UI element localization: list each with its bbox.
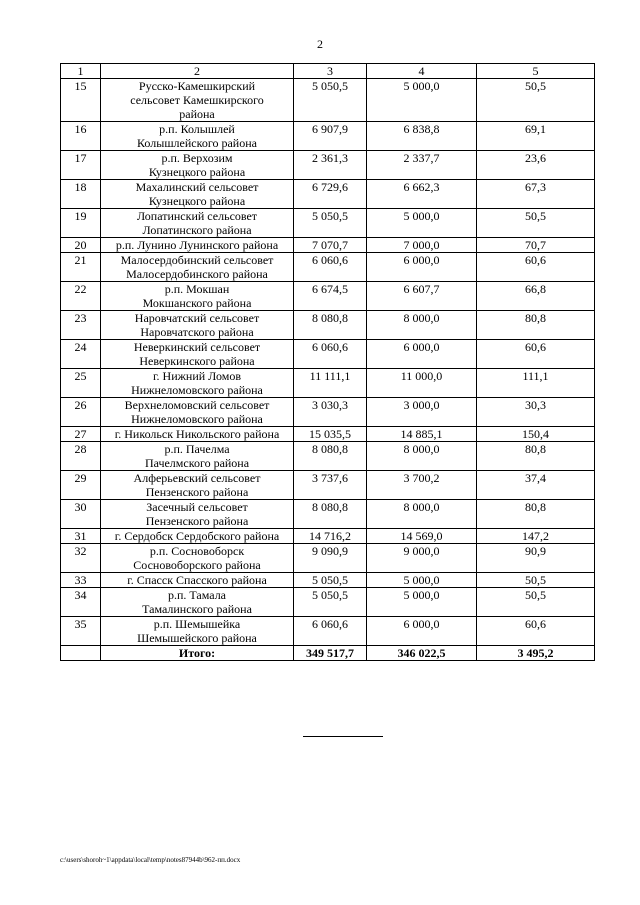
municipality-name-line: р.п. Мокшан [164, 282, 230, 296]
row-number-cell: 28 [61, 442, 101, 471]
value-cell-5: 70,7 [477, 238, 595, 253]
value-cell-3: 6 060,6 [294, 253, 367, 282]
table-row [61, 311, 595, 340]
municipality-name-line: Русско-Камешкирский [138, 79, 256, 93]
municipality-name-line: Пензенского района [145, 485, 249, 499]
value-cell-4: 6 662,3 [367, 180, 477, 209]
municipality-name-cell [101, 442, 294, 471]
row-number-cell: 34 [61, 588, 101, 617]
value-cell-5: 80,8 [477, 311, 595, 340]
municipality-name-line: Колышлейского района [137, 136, 257, 150]
value-cell-3: 5 050,5 [294, 209, 367, 238]
municipality-name-line: Кузнецкого района [148, 194, 246, 208]
row-number-cell: 21 [61, 253, 101, 282]
municipality-name-cell [101, 340, 294, 369]
table-header-row [61, 64, 595, 79]
municipality-name-line: Тамалинского района [142, 602, 252, 616]
municipality-name-cell [101, 79, 294, 122]
value-cell-3: 5 050,5 [294, 588, 367, 617]
total-value-4: 346 022,5 [367, 646, 477, 661]
municipality-name-line: Лопатинский сельсовет [136, 209, 258, 223]
value-cell-5: 50,5 [477, 573, 595, 588]
row-number-cell: 25 [61, 369, 101, 398]
municipality-name-line: г. Никольск Никольского района [114, 427, 280, 441]
value-cell-3: 5 050,5 [294, 79, 367, 122]
municipality-name-cell [101, 500, 294, 529]
header-cell-2: 2 [101, 64, 294, 79]
value-cell-4: 5 000,0 [367, 79, 477, 122]
table-row [61, 238, 595, 253]
value-cell-5: 90,9 [477, 544, 595, 573]
value-cell-3: 6 729,6 [294, 180, 367, 209]
value-cell-4: 5 000,0 [367, 588, 477, 617]
table-row [61, 79, 595, 122]
value-cell-3: 3 030,3 [294, 398, 367, 427]
value-cell-5: 147,2 [477, 529, 595, 544]
value-cell-5: 50,5 [477, 588, 595, 617]
municipality-name-line: р.п. Тамала [167, 588, 227, 602]
table-row [61, 122, 595, 151]
value-cell-3: 3 737,6 [294, 471, 367, 500]
value-cell-3: 8 080,8 [294, 500, 367, 529]
value-cell-5: 50,5 [477, 209, 595, 238]
row-number-cell: 24 [61, 340, 101, 369]
value-cell-3: 11 111,1 [294, 369, 367, 398]
table-row [61, 369, 595, 398]
municipality-name-line: Засечный сельсовет [146, 500, 248, 514]
row-number-cell: 16 [61, 122, 101, 151]
value-cell-4: 8 000,0 [367, 311, 477, 340]
value-cell-4: 3 000,0 [367, 398, 477, 427]
table-row [61, 427, 595, 442]
row-number-cell: 18 [61, 180, 101, 209]
table-row [61, 544, 595, 573]
value-cell-3: 7 070,7 [294, 238, 367, 253]
row-number-cell: 15 [61, 79, 101, 122]
municipality-name-line: Кузнецкого района [148, 165, 246, 179]
municipality-name-cell [101, 544, 294, 573]
municipality-name-line: района [179, 107, 215, 121]
municipality-name-cell [101, 282, 294, 311]
value-cell-4: 5 000,0 [367, 209, 477, 238]
table-row [61, 442, 595, 471]
municipality-name-cell [101, 369, 294, 398]
value-cell-4: 7 000,0 [367, 238, 477, 253]
value-cell-4: 11 000,0 [367, 369, 477, 398]
row-number-cell: 30 [61, 500, 101, 529]
value-cell-3: 8 080,8 [294, 311, 367, 340]
page-number: 2 [317, 37, 323, 51]
total-row [61, 646, 595, 661]
municipality-name-cell [101, 311, 294, 340]
value-cell-4: 3 700,2 [367, 471, 477, 500]
value-cell-3: 2 361,3 [294, 151, 367, 180]
table-row [61, 180, 595, 209]
header-cell-4: 4 [367, 64, 477, 79]
row-number-cell: 23 [61, 311, 101, 340]
value-cell-5: 80,8 [477, 500, 595, 529]
total-empty-cell [61, 646, 101, 661]
value-cell-4: 6 000,0 [367, 253, 477, 282]
row-number-cell: 19 [61, 209, 101, 238]
row-number-cell: 17 [61, 151, 101, 180]
value-cell-4: 14 885,1 [367, 427, 477, 442]
municipality-name-line: Неверкинский сельсовет [133, 340, 261, 354]
value-cell-4: 6 607,7 [367, 282, 477, 311]
table-row [61, 151, 595, 180]
header-cell-1: 1 [61, 64, 101, 79]
municipality-name-cell [101, 209, 294, 238]
municipality-name-line: г. Нижний Ломов [152, 369, 242, 383]
value-cell-4: 9 000,0 [367, 544, 477, 573]
value-cell-5: 60,6 [477, 253, 595, 282]
municipality-name-cell [101, 588, 294, 617]
table-row [61, 529, 595, 544]
row-number-cell: 26 [61, 398, 101, 427]
municipality-name-line: Малосердобинского района [126, 267, 268, 281]
municipality-name-cell [101, 427, 294, 442]
municipality-name-line: р.п. Сосновоборск [149, 544, 245, 558]
value-cell-3: 5 050,5 [294, 573, 367, 588]
municipality-name-cell [101, 180, 294, 209]
row-number-cell: 29 [61, 471, 101, 500]
value-cell-3: 6 674,5 [294, 282, 367, 311]
value-cell-5: 37,4 [477, 471, 595, 500]
municipality-name-line: р.п. Шемышейка [153, 617, 241, 631]
row-number-cell: 31 [61, 529, 101, 544]
value-cell-3: 8 080,8 [294, 442, 367, 471]
value-cell-5: 50,5 [477, 79, 595, 122]
value-cell-3: 15 035,5 [294, 427, 367, 442]
row-number-cell: 32 [61, 544, 101, 573]
table-row [61, 209, 595, 238]
municipality-name-line: Лопатинского района [142, 223, 252, 237]
municipality-name-line: Сосновоборского района [133, 558, 261, 572]
municipality-name-line: Неверкинского района [139, 354, 255, 368]
value-cell-4: 6 838,8 [367, 122, 477, 151]
municipality-name-line: Наровчатского района [140, 325, 254, 339]
municipality-name-line: р.п. Колышлей [159, 122, 235, 136]
value-cell-5: 69,1 [477, 122, 595, 151]
municipality-name-line: Алферьевский сельсовет [133, 471, 261, 485]
value-cell-4: 8 000,0 [367, 500, 477, 529]
value-cell-5: 80,8 [477, 442, 595, 471]
value-cell-3: 14 716,2 [294, 529, 367, 544]
row-number-cell: 22 [61, 282, 101, 311]
value-cell-4: 2 337,7 [367, 151, 477, 180]
municipality-name-line: Нижнеломовского района [131, 412, 263, 426]
total-value-5: 3 495,2 [477, 646, 595, 661]
value-cell-5: 111,1 [477, 369, 595, 398]
value-cell-5: 30,3 [477, 398, 595, 427]
municipality-name-cell [101, 398, 294, 427]
row-number-cell: 35 [61, 617, 101, 646]
municipality-name-cell [101, 573, 294, 588]
value-cell-4: 6 000,0 [367, 340, 477, 369]
municipality-name-line: г. Спасск Спасского района [127, 573, 267, 587]
value-cell-5: 60,6 [477, 617, 595, 646]
row-number-cell: 33 [61, 573, 101, 588]
municipality-name-line: г. Сердобск Сердобского района [114, 529, 280, 543]
row-number-cell: 27 [61, 427, 101, 442]
municipality-name-line: Пачелмского района [144, 456, 250, 470]
value-cell-5: 23,6 [477, 151, 595, 180]
table-row [61, 253, 595, 282]
value-cell-5: 60,6 [477, 340, 595, 369]
municipality-name-cell [101, 253, 294, 282]
total-label: Итого: [101, 646, 294, 661]
municipality-name-cell [101, 151, 294, 180]
municipality-name-cell [101, 238, 294, 253]
municipality-name-line: Махалинский сельсовет [135, 180, 259, 194]
value-cell-3: 6 907,9 [294, 122, 367, 151]
value-cell-4: 8 000,0 [367, 442, 477, 471]
value-cell-3: 6 060,6 [294, 617, 367, 646]
value-cell-5: 67,3 [477, 180, 595, 209]
table-row [61, 573, 595, 588]
value-cell-4: 14 569,0 [367, 529, 477, 544]
municipality-name-line: р.п. Пачелма [164, 442, 230, 456]
municipality-name-line: Верхнеломовский сельсовет [124, 398, 270, 412]
value-cell-3: 9 090,9 [294, 544, 367, 573]
value-cell-5: 150,4 [477, 427, 595, 442]
municipality-name-line: Малосердобинский сельсовет [120, 253, 274, 267]
municipality-name-cell [101, 529, 294, 544]
municipality-name-line: р.п. Верхозим [161, 151, 233, 165]
municipality-name-line: Наровчатский сельсовет [134, 311, 260, 325]
table-row [61, 500, 595, 529]
table-row [61, 588, 595, 617]
table-row [61, 471, 595, 500]
municipality-name-cell [101, 471, 294, 500]
municipality-name-cell [101, 617, 294, 646]
municipality-name-line: Нижнеломовского района [131, 383, 263, 397]
value-cell-3: 6 060,6 [294, 340, 367, 369]
header-cell-3: 3 [294, 64, 367, 79]
value-cell-4: 6 000,0 [367, 617, 477, 646]
row-number-cell: 20 [61, 238, 101, 253]
table-row [61, 617, 595, 646]
value-cell-4: 5 000,0 [367, 573, 477, 588]
value-cell-5: 66,8 [477, 282, 595, 311]
table-row [61, 398, 595, 427]
municipality-name-line: Шемышейского района [137, 631, 257, 645]
municipality-name-line: Пензенского района [145, 514, 249, 528]
table-row [61, 340, 595, 369]
municipality-name-line: Мокшанского района [142, 296, 252, 310]
total-value-3: 349 517,7 [294, 646, 367, 661]
municipality-name-line: р.п. Лунино Лунинского района [115, 238, 279, 252]
municipality-name-line: сельсовет Камешкирского [130, 93, 264, 107]
table-row [61, 282, 595, 311]
header-cell-5: 5 [477, 64, 595, 79]
file-path-footer: c:\users\shoroh~1\appdata\local\temp\notes87944b\962-пп.docx [60, 856, 241, 864]
separator-line [303, 736, 383, 737]
allocation-table [60, 63, 595, 661]
municipality-name-cell [101, 122, 294, 151]
